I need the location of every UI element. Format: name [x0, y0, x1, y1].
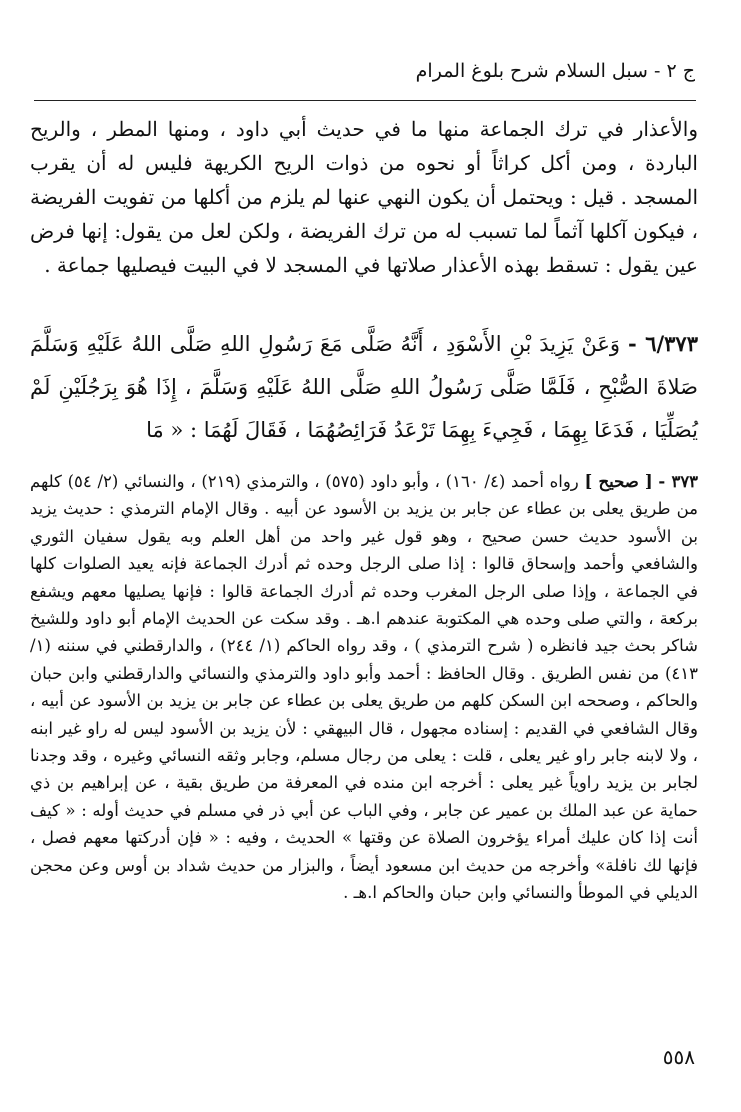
- running-header: [30, 56, 695, 92]
- footnote-paragraph: [30, 468, 698, 907]
- header-rule: [34, 100, 696, 101]
- hadith-number: ٦/٣٧٣ -: [627, 331, 698, 356]
- footnote-text: رواه أحمد (٤/ ١٦٠) ، وأبو داود (٥٧٥) ، والترمذي (٢١٩) ، والنسائي (٢/ ٥٤) كلهم من طريق يعلى بن عطاء عن جابر بن يزيد بن الأسود عن أبيه . وقال الإمام الترمذي : حديث يزيد بن الأسود حديث حسن صحيح ، وهو قول غير واحد من أهل العلم وبه يقول سفيان الثوري والشافعي وأحمد وإسحاق قالوا : إذا صلى الرجل وحده ثم أدرك الجماعة فإنه يعيد الصلوات كلها في الجماعة ، وإذا صلى الرجل المغرب وحده ثم أدرك الجماعة قالوا : فإنها يصليها معهم ويشفع بركعة ، والتي صلى وحده هي المكتوبة عندهم ا.هـ . وقد سكت عن الحديث الإمام أبو داود وللشيخ شاكر بحث جيد فانظره ( شرح الترمذي ) ، وقد رواه الحاكم (١/ ٢٤٤) ، والدارقطني في سننه (١/ ٤١٣) من نفس الطريق . وقال الحافظ : أحمد وأبو داود والترمذي والنسائي والدارقطني وابن حبان والحاكم ، وصححه ابن السكن كلهم من طريق يعلى بن عطاء عن جابر بن يزيد بن الأسود عن أبيه ، وقال الشافعي في القديم : إسناده مجهول ، قال البيهقي : لأن يزيد بن الأسود ليس له راو غير ابنه ، ولا لابنه جابر راو غير يعلى ، قلت : يعلى من رجال مسلم، وجابر وثقه النسائي وغيره ، وقد وجدنا لجابر بن يزيد راوياً غير يعلى : أخرجه ابن منده في المعرفة من طريق بقية ، عن إبراهيم بن ذي حماية عن عبد الملك بن عمير عن جابر ، وفي الباب عن أبي ذر في مسلم في حديث أوله : « كيف أنت إذا كان عليك أمراء يؤخرون الصلاة عن وقتها » الحديث ، وفيه : « فإن أدركتها معهم فصل ، فإنها لك نافلة» وأخرجه من حديث ابن مسعود أيضاً ، والبزار من حديث شداد بن أوس وعن محجن الديلي في الموطأ والنسائي وابن حبان والحاكم ا.هـ .: [30, 472, 698, 903]
- header-title: ج ٢ - سبل السلام شرح بلوغ المرام: [415, 60, 695, 82]
- hadith-paragraph: [30, 322, 698, 452]
- hadith-text: وَعَنْ يَزِيدَ بْنِ الأَسْوَدِ ، أَنَّهُ صَلَّى مَعَ رَسُولِ اللهِ صَلَّى اللهُ عَلَيْهِ وَسَلَّمَ صَلاةَ الصُّبْحِ ، فَلَمَّا صَلَّى رَسُولُ اللهِ صَلَّى اللهُ عَلَيْهِ وَسَلَّمَ ، إِذَا هُوَ بِرَجُلَيْنِ لَمْ يُصَلِّيَا ، فَدَعَا بِهِمَا ، فَجِيءَ بِهِمَا تَرْعَدُ فَرَائِصُهُمَا ، فَقَالَ لَهُمَا : « مَا: [30, 332, 698, 442]
- page-number: ٥٥٨: [662, 1045, 695, 1069]
- commentary-paragraph: والأعذار في ترك الجماعة منها ما في حديث أبي داود ، ومنها المطر ، والريح الباردة ، ومن أكل كراثاً أو نحوه من ذوات الريح الكريهة فليس له أن يقرب المسجد . قيل : ويحتمل أن يكون النهي عنها لم يلزم من أكلها من تفويت الفريضة ، فيكون آكلها آثماً لما تسبب له من ترك الفريضة ، ولكن لعل من يقول: إنها فرض عين يقول : تسقط بهذه الأعذار صلاتها في المسجد لا في البيت فيصليها جماعة .: [30, 117, 698, 277]
- footnote-number: ٣٧٣ -: [658, 472, 699, 491]
- footnote-grade: [ صحيح ]: [584, 472, 653, 491]
